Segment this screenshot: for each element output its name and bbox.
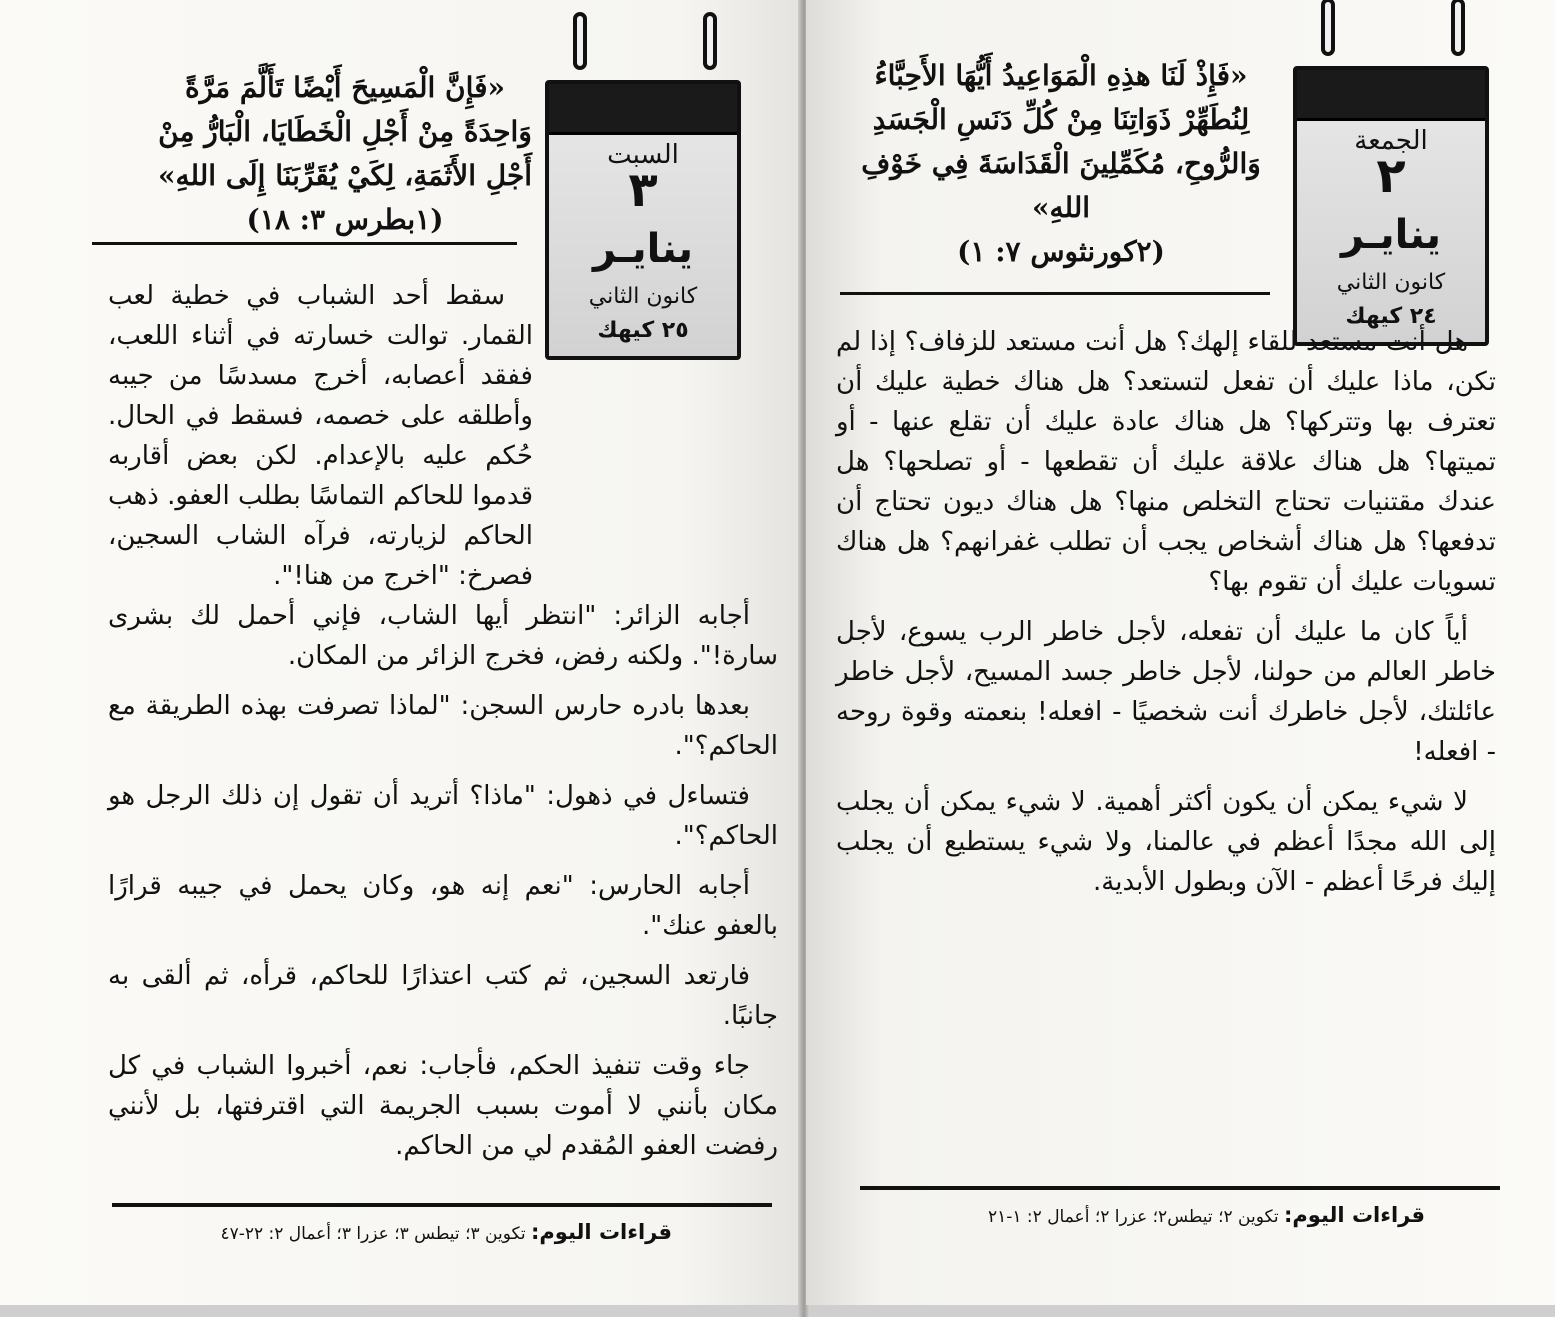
- daily-readings: [220, 1220, 672, 1244]
- paragraph: أياً كان ما عليك أن تفعله، لأجل خاطر الرب يسوع، لأجل خاطر العالم من حولنا، لأجل خاطر جسد المسيح، لأجل خاطر عائلتك، لأجل خاطرك أنت شخصيًا - افعله! بنعمته وقوة روحه - افعله!: [836, 617, 1496, 767]
- verse-text: «فَإِذْ لَنَا هذِهِ الْمَوَاعِيدُ أَيُّهَا الأَحِبَّاءُ لِنُطَهِّرْ ذَوَاتِنَا مِنْ كُلِّ دَنَسِ الْجَسَدِ وَالرُّوحِ، مُكَمِّلِينَ الْقَدَاسَةَ فِي خَوْفِ اللهِ»: [861, 59, 1261, 224]
- calendar-card-friday: [1293, 28, 1493, 348]
- paragraph: أجابه الحارس: "نعم إنه هو، وكان يحمل في جيبه قرارًا بالعفو عنك".: [108, 871, 778, 941]
- paragraph: جاء وقت تنفيذ الحكم، فأجاب: نعم، أخبروا الشباب في كل مكان بأنني لا أموت بسبب الجريمة التي اقترفتها، بل لأنني رفضت العفو المُقدم لي من الحاكم.: [108, 1051, 778, 1161]
- calendar-day-number: ٢: [1376, 148, 1406, 204]
- calendar-ring-icon: [703, 12, 717, 70]
- calendar-month: ينايـر: [593, 226, 693, 272]
- right-page: [806, 0, 1555, 1305]
- story-intro: [108, 276, 533, 596]
- footer-divider: [112, 1203, 772, 1207]
- calendar-coptic-date: ٢٥ كيهك: [597, 318, 689, 343]
- calendar-month-alt: كانون الثاني: [1336, 270, 1446, 295]
- verse-block: [846, 54, 1276, 274]
- readings-list: تكوين ٢؛ تيطس٢؛ عزرا ٢؛ أعمال ٢: ١-٢١: [987, 1207, 1279, 1227]
- paragraph: أجابه الزائر: "انتظر أيها الشاب، فإني أحمل لك بشرى سارة!". ولكنه رفض، فخرج الزائر من المكان.: [108, 601, 778, 671]
- daily-readings: [988, 1203, 1425, 1227]
- verse-block: [150, 66, 540, 242]
- calendar-month-alt: كانون الثاني: [588, 284, 698, 309]
- paragraph: بعدها بادره حارس السجن: "لماذا تصرفت بهذه الطريقة مع الحاكم؟".: [108, 691, 778, 761]
- paragraph: لا شيء يمكن أن يكون أكثر أهمية. لا شيء يمكن أن يجلب إلى الله مجدًا أعظم في عالمنا، ولا شيء يستطيع أن يجلب إليك فرحًا أعظم - الآن وبطول الأبدية.: [836, 787, 1496, 897]
- readings-label: قراءات اليوم:: [1284, 1203, 1425, 1227]
- calendar-day-name: الجمعة: [1354, 126, 1428, 156]
- calendar-ring-icon: [1451, 0, 1465, 56]
- calendar-month: ينايـر: [1341, 212, 1441, 258]
- paragraph: سقط أحد الشباب في خطية لعب القمار. توالت خسارته في أثناء اللعب، ففقد أعصابه، أخرج مسدسًا من جيبه وأطلقه على خصمه، فسقط في الحال. حُكم عليه بالإعدام. لكن بعض أقاربه قدموا للحاكم التماسًا بطلب العفو. ذهب الحاكم لزيارته، فرآه الشاب السجين، فصرخ: "اخرج من هنا!".: [108, 281, 533, 591]
- calendar-coptic-date: ٢٤ كيهك: [1345, 304, 1437, 329]
- paragraph: فتساءل في ذهول: "ماذا؟ أتريد أن تقول إن ذلك الرجل هو الحاكم؟".: [108, 781, 778, 851]
- calendar-card-saturday: [545, 42, 745, 362]
- readings-label: قراءات اليوم:: [531, 1220, 672, 1244]
- story-body: [108, 596, 778, 1176]
- calendar-day-number: ٣: [628, 162, 658, 218]
- calendar-body: [1293, 66, 1489, 346]
- calendar-day-name: السبت: [607, 140, 679, 170]
- verse-reference: (١بطرس ٣: ١٨): [246, 203, 444, 236]
- devotion-body: [836, 322, 1496, 912]
- paragraph: فارتعد السجين، ثم كتب اعتذارًا للحاكم، قرأه، ثم ألقى به جانبًا.: [108, 961, 778, 1031]
- calendar-header-bar: [1297, 70, 1485, 121]
- calendar-ring-icon: [573, 12, 587, 70]
- readings-list: تكوين ٣؛ تيطس ٣؛ عزرا ٣؛ أعمال ٢: ٢٢-٤٧: [220, 1224, 526, 1244]
- footer-divider: [860, 1186, 1500, 1190]
- verse-text: «فَإِنَّ الْمَسِيحَ أَيْضًا تَأَلَّمَ مَرَّةً وَاحِدَةً مِنْ أَجْلِ الْخَطَايَا، الْبَارُّ مِنْ أَجْلِ الأَثَمَةِ، لِكَيْ يُقَرِّبَنَا إِلَى اللهِ»: [157, 71, 533, 192]
- verse-reference: (٢كورنثوس ٧: ١): [957, 235, 1165, 268]
- calendar-body: [545, 80, 741, 360]
- calendar-header-bar: [549, 84, 737, 135]
- verse-divider: [92, 242, 517, 245]
- calendar-ring-icon: [1321, 0, 1335, 56]
- paragraph: هل أنت مستعد للقاء إلهك؟ هل أنت مستعد للزفاف؟ إذا لم تكن، ماذا عليك أن تفعل لتستعد؟ هل هناك خطية عليك أن تعترف بها وتتركها؟ هل هناك عادة عليك أن تقلع عنها - أو تميتها؟ هل هناك علاقة عليك أن تقطعها - أو تصلحها؟ هل عندك مقتنيات تحتاج التخلص منها؟ هل هناك ديون تحتاج أن تدفعها؟ هل هناك أشخاص يجب أن تطلب غفرانهم؟ هل هناك تسويات عليك أن تقوم بها؟: [836, 327, 1496, 597]
- verse-divider: [840, 292, 1270, 295]
